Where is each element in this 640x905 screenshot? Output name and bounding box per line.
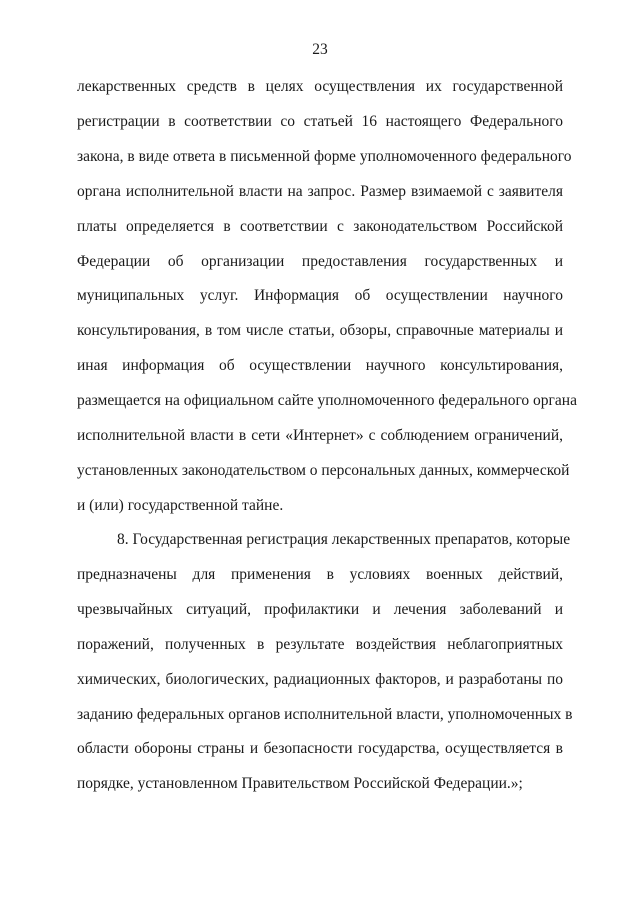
text-line: муниципальных услуг. Информация об осуществлении научного <box>77 287 563 305</box>
paragraph-registration-consulting <box>77 70 577 524</box>
text-line: органа исполнительной власти на запрос. Размер взимаемой с заявителя <box>77 182 563 200</box>
text-line: иная информация об осуществлении научного консультирования, <box>77 357 563 375</box>
text-line: регистрации в соответствии со статьей 16 настоящего Федерального <box>77 112 563 130</box>
page-number: 23 <box>312 41 328 58</box>
text-line: и (или) государственной тайне. <box>77 496 284 514</box>
text-line: порядке, установленном Правительством Российской Федерации.»; <box>77 775 523 793</box>
text-line: поражений, полученных в результате воздействия неблагоприятных <box>77 635 563 653</box>
paragraph-8-state-registration <box>77 523 573 802</box>
text-line: установленных законодательством о персональных данных, коммерческой <box>77 461 570 479</box>
text-line: платы определяется в соответствии с законодательством Российской <box>77 217 563 235</box>
text-line: 8. Государственная регистрация лекарственных препаратов, которые <box>117 531 571 548</box>
text-line: Федерации об организации предоставления государственных и <box>77 252 563 270</box>
text-line: закона, в виде ответа в письменной форме уполномоченного федерального <box>77 147 572 165</box>
text-line: заданию федеральных органов исполнительной власти, уполномоченных в <box>77 705 573 723</box>
text-line: предназначены для применения в условиях военных действий, <box>77 565 563 583</box>
text-line: чрезвычайных ситуаций, профилактики и лечения заболеваний и <box>77 600 563 618</box>
text-line: исполнительной власти в сети «Интернет» с соблюдением ограничений, <box>77 427 563 445</box>
text-line: области обороны страны и безопасности государства, осуществляется в <box>77 740 563 758</box>
text-line: консультирования, в том числе статьи, обзоры, справочные материалы и <box>77 322 563 340</box>
text-line: лекарственных средств в целях осуществления их государственной <box>77 78 563 95</box>
text-line: химических, биологических, радиационных факторов, и разработаны по <box>77 670 563 688</box>
text-line: размещается на официальном сайте уполномоченного федерального органа <box>77 392 577 410</box>
